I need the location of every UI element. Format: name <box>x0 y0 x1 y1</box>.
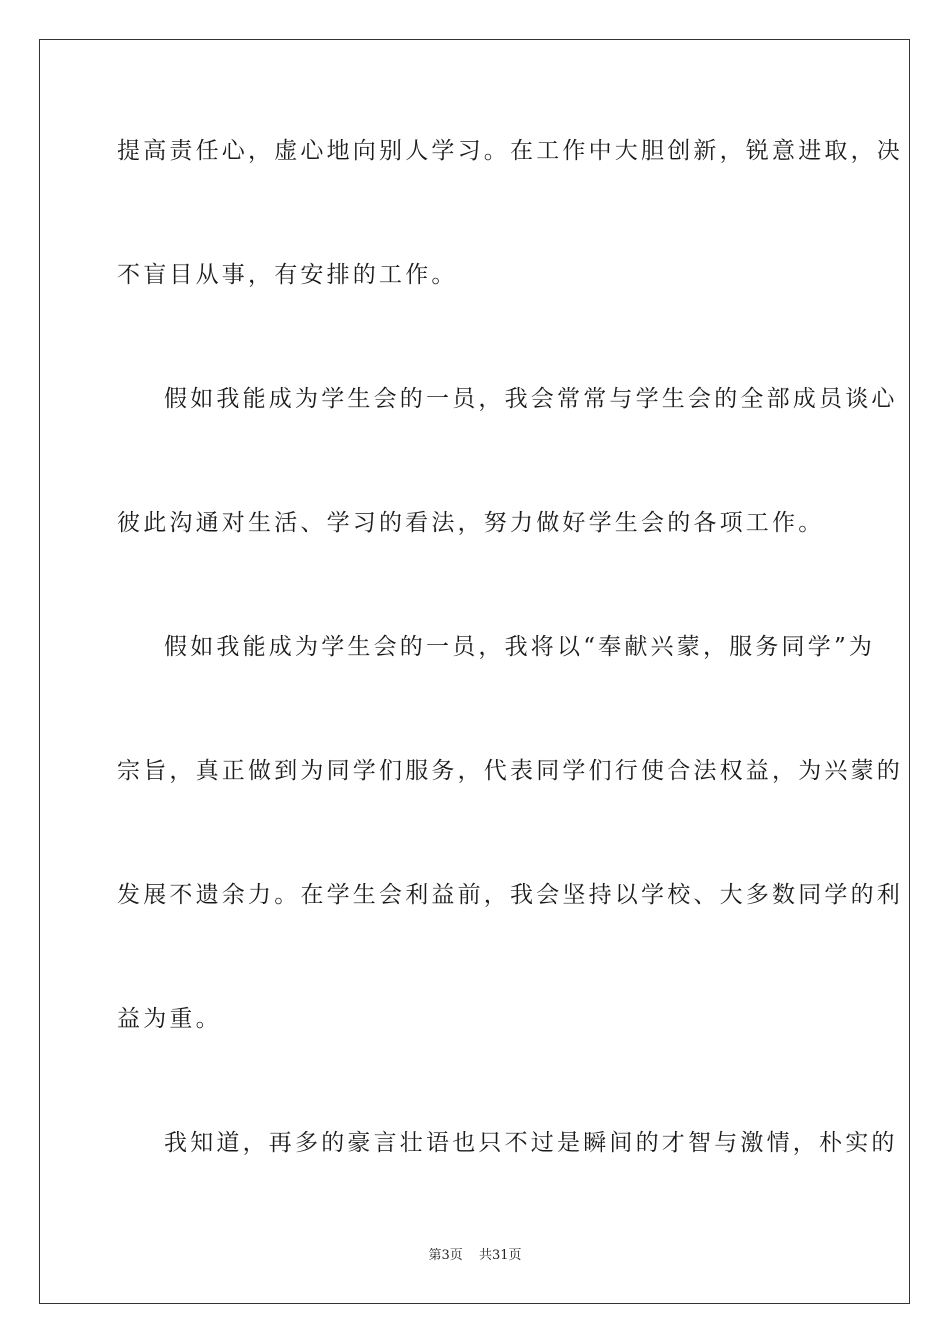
text-line: 发展不遗余力。在学生会利益前，我会坚持以学校、大多数同学的利 <box>117 882 903 908</box>
page-footer <box>0 1247 950 1265</box>
text-line: 彼此沟通对生活、学习的看法，努力做好学生会的各项工作。 <box>117 510 825 536</box>
paragraph-start-line: 我知道，再多的豪言壮语也只不过是瞬间的才智与激情，朴实的 <box>164 1130 898 1156</box>
page-frame <box>39 39 910 1304</box>
paragraph-start-line: 假如我能成为学生会的一员，我将以“奉献兴蒙，服务同学”为 <box>164 634 876 660</box>
text-line: 提高责任心，虚心地向别人学习。在工作中大胆创新，锐意进取，决 <box>117 138 903 164</box>
text-line: 不盲目从事，有安排的工作。 <box>117 262 458 288</box>
paragraph-start-line: 假如我能成为学生会的一员，我会常常与学生会的全部成员谈心 <box>164 386 898 412</box>
total-pages: 共31页 <box>478 1248 522 1263</box>
page-number: 第3页 <box>428 1248 463 1263</box>
text-line: 益为重。 <box>117 1006 222 1032</box>
text-line: 宗旨，真正做到为同学们服务，代表同学们行使合法权益，为兴蒙的 <box>117 758 903 784</box>
